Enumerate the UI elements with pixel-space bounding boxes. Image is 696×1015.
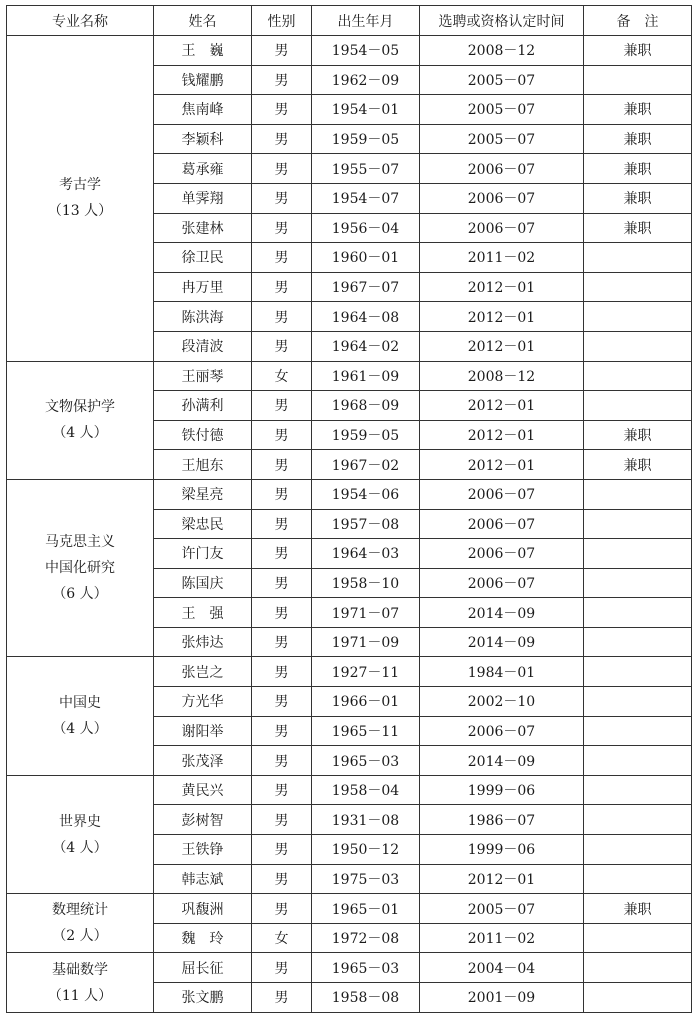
gender-cell: 男: [252, 420, 312, 450]
appointment-date-cell: 2012－01: [420, 420, 584, 450]
birth-date-cell: 1958－08: [312, 983, 420, 1013]
header-note: 备 注: [584, 6, 692, 36]
name-cell: 孙满利: [154, 391, 252, 421]
major-label-line: 文物保护学: [45, 399, 115, 416]
note-cell: 兼职: [584, 124, 692, 154]
appointment-date-cell: 1999－06: [420, 775, 584, 805]
note-cell: [584, 805, 692, 835]
note-cell: [584, 302, 692, 332]
table-row: [7, 36, 692, 66]
major-label-line: （4 人）: [52, 425, 108, 442]
note-cell: 兼职: [584, 420, 692, 450]
gender-cell: 男: [252, 95, 312, 125]
birth-date-cell: 1964－03: [312, 539, 420, 569]
birth-date-cell: 1964－08: [312, 302, 420, 332]
note-cell: [584, 539, 692, 569]
appointment-date-cell: 2006－07: [420, 509, 584, 539]
note-cell: 兼职: [584, 95, 692, 125]
name-cell: 段清波: [154, 331, 252, 361]
appointment-date-cell: 2006－07: [420, 716, 584, 746]
note-cell: [584, 479, 692, 509]
gender-cell: 男: [252, 657, 312, 687]
birth-date-cell: 1927－11: [312, 657, 420, 687]
gender-cell: 男: [252, 450, 312, 480]
appointment-date-cell: 2008－12: [420, 36, 584, 66]
major-label-line: （2 人）: [52, 928, 108, 945]
header-appointed: 选聘或资格认定时间: [420, 6, 584, 36]
birth-date-cell: 1959－05: [312, 124, 420, 154]
roster-body: [7, 36, 692, 1013]
note-cell: [584, 775, 692, 805]
birth-date-cell: 1954－06: [312, 479, 420, 509]
gender-cell: 男: [252, 539, 312, 569]
major-label-line: 数理统计: [52, 902, 108, 919]
gender-cell: 男: [252, 598, 312, 628]
birth-date-cell: 1967－07: [312, 272, 420, 302]
gender-cell: 男: [252, 331, 312, 361]
gender-cell: 男: [252, 213, 312, 243]
table-row: [7, 894, 692, 924]
name-cell: 张茂泽: [154, 746, 252, 776]
gender-cell: 男: [252, 243, 312, 273]
appointment-date-cell: 1986－07: [420, 805, 584, 835]
appointment-date-cell: 2014－09: [420, 598, 584, 628]
appointment-date-cell: 2012－01: [420, 864, 584, 894]
name-cell: 梁忠民: [154, 509, 252, 539]
header-name: 姓名: [154, 6, 252, 36]
birth-date-cell: 1965－03: [312, 746, 420, 776]
birth-date-cell: 1975－03: [312, 864, 420, 894]
appointment-date-cell: 2011－02: [420, 243, 584, 273]
note-cell: 兼职: [584, 183, 692, 213]
birth-date-cell: 1958－04: [312, 775, 420, 805]
note-cell: [584, 923, 692, 953]
note-cell: 兼职: [584, 154, 692, 184]
major-label-line: （4 人）: [52, 839, 108, 856]
birth-date-cell: 1971－07: [312, 598, 420, 628]
birth-date-cell: 1960－01: [312, 243, 420, 273]
gender-cell: 男: [252, 302, 312, 332]
note-cell: 兼职: [584, 213, 692, 243]
name-cell: 彭树智: [154, 805, 252, 835]
gender-cell: 男: [252, 716, 312, 746]
note-cell: [584, 746, 692, 776]
appointment-date-cell: 2012－01: [420, 450, 584, 480]
gender-cell: 男: [252, 746, 312, 776]
name-cell: 王丽琴: [154, 361, 252, 391]
appointment-date-cell: 2005－07: [420, 124, 584, 154]
appointment-date-cell: 2014－09: [420, 627, 584, 657]
major-cell: [7, 894, 154, 953]
name-cell: 魏 玲: [154, 923, 252, 953]
table-row: [7, 361, 692, 391]
appointment-date-cell: 2006－07: [420, 539, 584, 569]
appointment-date-cell: 2006－07: [420, 154, 584, 184]
major-cell: [7, 361, 154, 479]
table-row: [7, 657, 692, 687]
name-cell: 韩志斌: [154, 864, 252, 894]
birth-date-cell: 1931－08: [312, 805, 420, 835]
name-cell: 焦南峰: [154, 95, 252, 125]
note-cell: [584, 243, 692, 273]
appointment-date-cell: 2004－04: [420, 953, 584, 983]
birth-date-cell: 1967－02: [312, 450, 420, 480]
gender-cell: 男: [252, 775, 312, 805]
gender-cell: 男: [252, 835, 312, 865]
gender-cell: 男: [252, 479, 312, 509]
name-cell: 张岂之: [154, 657, 252, 687]
appointment-date-cell: 2006－07: [420, 213, 584, 243]
appointment-date-cell: 2005－07: [420, 95, 584, 125]
name-cell: 梁星亮: [154, 479, 252, 509]
note-cell: [584, 983, 692, 1013]
note-cell: [584, 65, 692, 95]
header-row: [7, 6, 692, 36]
birth-date-cell: 1971－09: [312, 627, 420, 657]
birth-date-cell: 1966－01: [312, 687, 420, 717]
note-cell: [584, 361, 692, 391]
major-cell: [7, 657, 154, 775]
name-cell: 陈国庆: [154, 568, 252, 598]
appointment-date-cell: 1999－06: [420, 835, 584, 865]
name-cell: 铁付德: [154, 420, 252, 450]
birth-date-cell: 1954－07: [312, 183, 420, 213]
major-cell: [7, 953, 154, 1012]
name-cell: 李颖科: [154, 124, 252, 154]
gender-cell: 男: [252, 36, 312, 66]
name-cell: 王 强: [154, 598, 252, 628]
gender-cell: 男: [252, 391, 312, 421]
major-label-line: （6 人）: [52, 586, 108, 603]
birth-date-cell: 1972－08: [312, 923, 420, 953]
gender-cell: 男: [252, 124, 312, 154]
appointment-date-cell: 2005－07: [420, 894, 584, 924]
appointment-date-cell: 2014－09: [420, 746, 584, 776]
gender-cell: 男: [252, 687, 312, 717]
gender-cell: 男: [252, 627, 312, 657]
birth-date-cell: 1950－12: [312, 835, 420, 865]
birth-date-cell: 1965－03: [312, 953, 420, 983]
name-cell: 钱耀鹏: [154, 65, 252, 95]
table-row: [7, 775, 692, 805]
gender-cell: 男: [252, 183, 312, 213]
name-cell: 方光华: [154, 687, 252, 717]
gender-cell: 男: [252, 805, 312, 835]
appointment-date-cell: 2012－01: [420, 302, 584, 332]
gender-cell: 男: [252, 509, 312, 539]
gender-cell: 男: [252, 568, 312, 598]
name-cell: 王 巍: [154, 36, 252, 66]
name-cell: 张炜达: [154, 627, 252, 657]
header-major: 专业名称: [7, 6, 154, 36]
birth-date-cell: 1954－01: [312, 95, 420, 125]
gender-cell: 男: [252, 154, 312, 184]
note-cell: [584, 687, 692, 717]
note-cell: 兼职: [584, 450, 692, 480]
note-cell: [584, 509, 692, 539]
appointment-date-cell: 2006－07: [420, 568, 584, 598]
name-cell: 谢阳举: [154, 716, 252, 746]
major-cell: [7, 775, 154, 893]
note-cell: [584, 864, 692, 894]
note-cell: [584, 627, 692, 657]
note-cell: [584, 953, 692, 983]
gender-cell: 男: [252, 864, 312, 894]
name-cell: 陈洪海: [154, 302, 252, 332]
note-cell: [584, 598, 692, 628]
name-cell: 冉万里: [154, 272, 252, 302]
name-cell: 王铁铮: [154, 835, 252, 865]
major-label-line: （11 人）: [47, 987, 113, 1004]
birth-date-cell: 1964－02: [312, 331, 420, 361]
note-cell: 兼职: [584, 36, 692, 66]
note-cell: 兼职: [584, 894, 692, 924]
name-cell: 张建林: [154, 213, 252, 243]
major-label-line: 基础数学: [52, 961, 108, 978]
major-label-line: （4 人）: [52, 721, 108, 738]
table-row: [7, 479, 692, 509]
birth-date-cell: 1961－09: [312, 361, 420, 391]
major-label-line: 世界史: [59, 813, 101, 830]
name-cell: 葛承雍: [154, 154, 252, 184]
header-gender: 性别: [252, 6, 312, 36]
major-cell: [7, 36, 154, 362]
appointment-date-cell: 2002－10: [420, 687, 584, 717]
major-label-line: 中国化研究: [45, 560, 115, 577]
name-cell: 屈长征: [154, 953, 252, 983]
gender-cell: 男: [252, 953, 312, 983]
birth-date-cell: 1956－04: [312, 213, 420, 243]
appointment-date-cell: 2012－01: [420, 272, 584, 302]
appointment-date-cell: 2011－02: [420, 923, 584, 953]
appointment-date-cell: 2006－07: [420, 479, 584, 509]
header-birth: 出生年月: [312, 6, 420, 36]
birth-date-cell: 1962－09: [312, 65, 420, 95]
birth-date-cell: 1959－05: [312, 420, 420, 450]
name-cell: 巩馥洲: [154, 894, 252, 924]
note-cell: [584, 272, 692, 302]
gender-cell: 女: [252, 361, 312, 391]
major-label-line: 马克思主义: [45, 534, 115, 551]
major-label-line: 考古学: [59, 177, 101, 194]
name-cell: 黄民兴: [154, 775, 252, 805]
birth-date-cell: 1965－01: [312, 894, 420, 924]
major-label-line: （13 人）: [47, 203, 113, 220]
table-row: [7, 953, 692, 983]
gender-cell: 男: [252, 65, 312, 95]
birth-date-cell: 1958－10: [312, 568, 420, 598]
birth-date-cell: 1957－08: [312, 509, 420, 539]
appointment-date-cell: 2012－01: [420, 391, 584, 421]
birth-date-cell: 1965－11: [312, 716, 420, 746]
gender-cell: 男: [252, 894, 312, 924]
name-cell: 张文鹏: [154, 983, 252, 1013]
appointment-date-cell: 2012－01: [420, 331, 584, 361]
birth-date-cell: 1955－07: [312, 154, 420, 184]
note-cell: [584, 568, 692, 598]
note-cell: [584, 835, 692, 865]
appointment-date-cell: 2005－07: [420, 65, 584, 95]
gender-cell: 女: [252, 923, 312, 953]
appointment-date-cell: 2006－07: [420, 183, 584, 213]
birth-date-cell: 1968－09: [312, 391, 420, 421]
name-cell: 徐卫民: [154, 243, 252, 273]
gender-cell: 男: [252, 272, 312, 302]
note-cell: [584, 716, 692, 746]
name-cell: 王旭东: [154, 450, 252, 480]
major-label-line: 中国史: [59, 695, 101, 712]
faculty-roster-table: [6, 5, 692, 1013]
major-cell: [7, 479, 154, 657]
appointment-date-cell: 2008－12: [420, 361, 584, 391]
name-cell: 许门友: [154, 539, 252, 569]
gender-cell: 男: [252, 983, 312, 1013]
appointment-date-cell: 1984－01: [420, 657, 584, 687]
note-cell: [584, 657, 692, 687]
birth-date-cell: 1954－05: [312, 36, 420, 66]
appointment-date-cell: 2001－09: [420, 983, 584, 1013]
note-cell: [584, 331, 692, 361]
note-cell: [584, 391, 692, 421]
name-cell: 单霁翔: [154, 183, 252, 213]
